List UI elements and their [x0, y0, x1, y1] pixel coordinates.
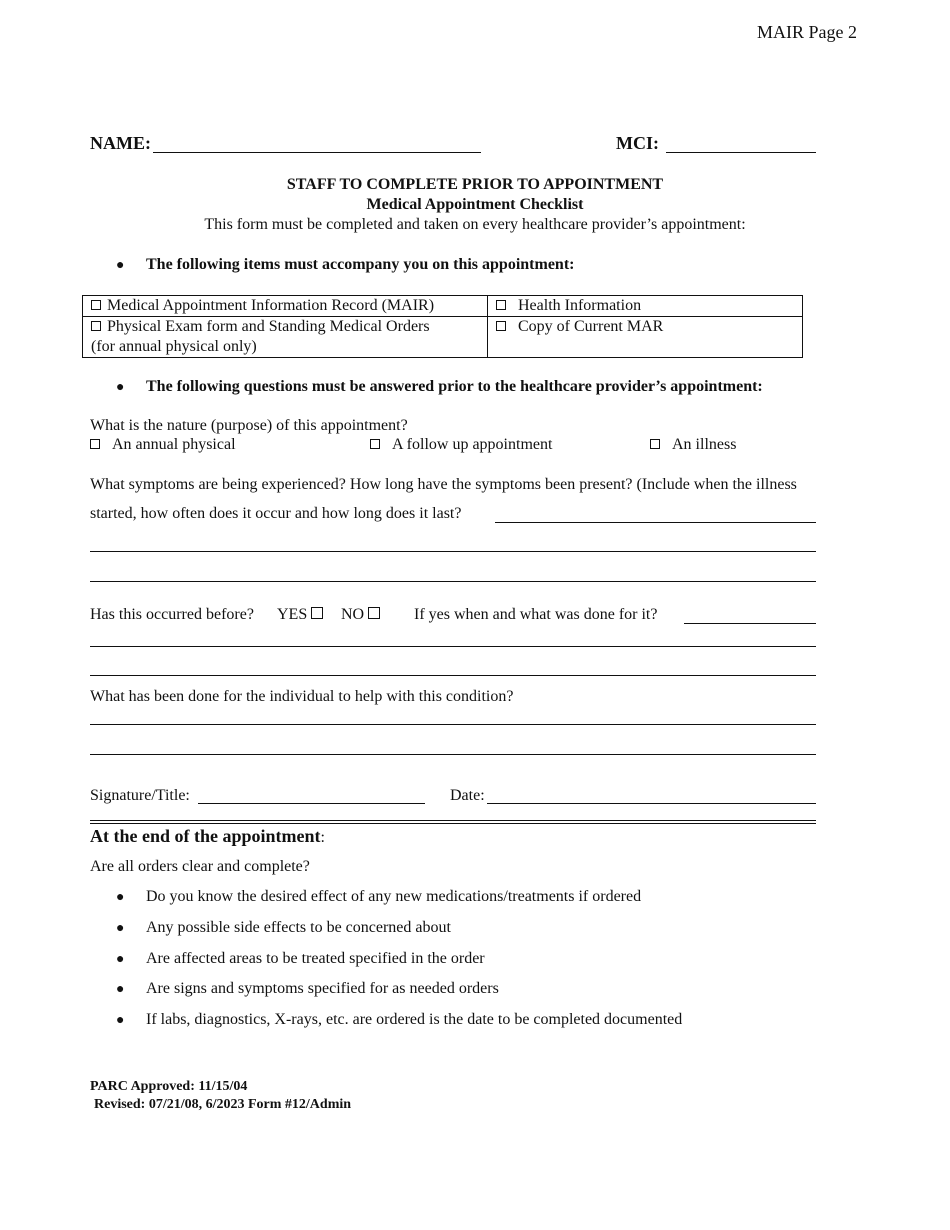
- item-mair[interactable]: Medical Appointment Information Record (MAIR): [83, 296, 488, 317]
- option-annual-physical[interactable]: An annual physical: [90, 436, 236, 454]
- form-subtitle: Medical Appointment Checklist: [366, 196, 584, 213]
- done-question: What has been done for the individual to help with this condition?: [90, 688, 514, 705]
- footer-revised: Revised: 07/21/08, 6/2023 Form #12/Admin: [94, 1097, 352, 1112]
- checkbox-icon[interactable]: [91, 321, 101, 331]
- required-items-table: [82, 295, 803, 358]
- option-illness[interactable]: An illness: [650, 436, 736, 454]
- checklist-item: Are affected areas to be treated specified in the order: [146, 950, 485, 967]
- symptoms-answer-line[interactable]: [90, 581, 816, 582]
- checkbox-icon[interactable]: [496, 300, 506, 310]
- if-yes-answer-line[interactable]: [90, 646, 816, 647]
- date-field[interactable]: [487, 803, 816, 804]
- bullet-icon: ●: [116, 952, 125, 967]
- checkbox-icon[interactable]: [368, 607, 380, 619]
- checkbox-icon[interactable]: [90, 439, 100, 449]
- checkbox-icon[interactable]: [496, 321, 506, 331]
- checkbox-icon[interactable]: [91, 300, 101, 310]
- done-answer-line[interactable]: [90, 754, 816, 755]
- form-instruction: This form must be completed and taken on every healthcare provider’s appointment:: [204, 216, 746, 233]
- symptoms-question-line1: What symptoms are being experienced? How long have the symptoms been present? (Include when the illness: [90, 476, 797, 493]
- date-label: Date:: [450, 787, 485, 804]
- signature-field[interactable]: [198, 803, 425, 804]
- mci-field[interactable]: [666, 152, 816, 153]
- orders-question: Are all orders clear and complete?: [90, 858, 310, 875]
- end-section-heading: At the end of the appointment:: [90, 826, 325, 846]
- checklist-item: Are signs and symptoms specified for as needed orders: [146, 980, 499, 997]
- item-health-info[interactable]: Health Information: [488, 296, 803, 317]
- if-yes-answer-line[interactable]: [90, 675, 816, 676]
- bullet-icon: ●: [116, 1013, 125, 1028]
- bullet-icon: ●: [116, 890, 125, 905]
- bullet-icon: ●: [116, 982, 125, 997]
- footer-approved: PARC Approved: 11/15/04: [90, 1079, 248, 1094]
- checkbox-icon[interactable]: [370, 439, 380, 449]
- no-option[interactable]: NO: [341, 606, 386, 624]
- item-physical-exam[interactable]: Physical Exam form and Standing Medical Orders (for annual physical only): [83, 317, 488, 358]
- nature-question: What is the nature (purpose) of this appointment?: [90, 417, 408, 434]
- done-answer-line[interactable]: [90, 724, 816, 725]
- section-divider: [90, 823, 816, 824]
- name-label: NAME:: [90, 133, 151, 153]
- yes-option[interactable]: YES: [277, 606, 329, 624]
- checklist-item: Any possible side effects to be concerned about: [146, 919, 451, 936]
- page-label: MAIR Page 2: [757, 22, 857, 42]
- checkbox-icon[interactable]: [650, 439, 660, 449]
- symptoms-answer-line[interactable]: [495, 522, 816, 523]
- occurred-question: Has this occurred before?: [90, 606, 254, 623]
- symptoms-question-line2: started, how often does it occur and how long does it last?: [90, 505, 462, 522]
- questions-heading: The following questions must be answered prior to the healthcare provider’s appointment:: [146, 378, 763, 395]
- items-heading: The following items must accompany you on this appointment:: [146, 256, 575, 273]
- mci-label: MCI:: [616, 133, 659, 153]
- signature-label: Signature/Title:: [90, 787, 190, 804]
- if-yes-answer-line[interactable]: [684, 623, 816, 624]
- bullet-icon: ●: [116, 921, 125, 936]
- checklist-item: If labs, diagnostics, X-rays, etc. are ordered is the date to be completed documented: [146, 1011, 683, 1028]
- item-current-mar[interactable]: Copy of Current MAR: [488, 317, 803, 358]
- option-follow-up[interactable]: A follow up appointment: [370, 436, 552, 454]
- checklist-item: Do you know the desired effect of any new medications/treatments if ordered: [146, 888, 642, 905]
- if-yes-question: If yes when and what was done for it?: [414, 606, 658, 623]
- checkbox-icon[interactable]: [311, 607, 323, 619]
- section-divider: [90, 820, 816, 821]
- symptoms-answer-line[interactable]: [90, 551, 816, 552]
- form-title: STAFF TO COMPLETE PRIOR TO APPOINTMENT: [286, 176, 664, 193]
- name-field[interactable]: [153, 152, 481, 153]
- bullet-icon: ●: [116, 258, 125, 273]
- bullet-icon: ●: [116, 380, 125, 395]
